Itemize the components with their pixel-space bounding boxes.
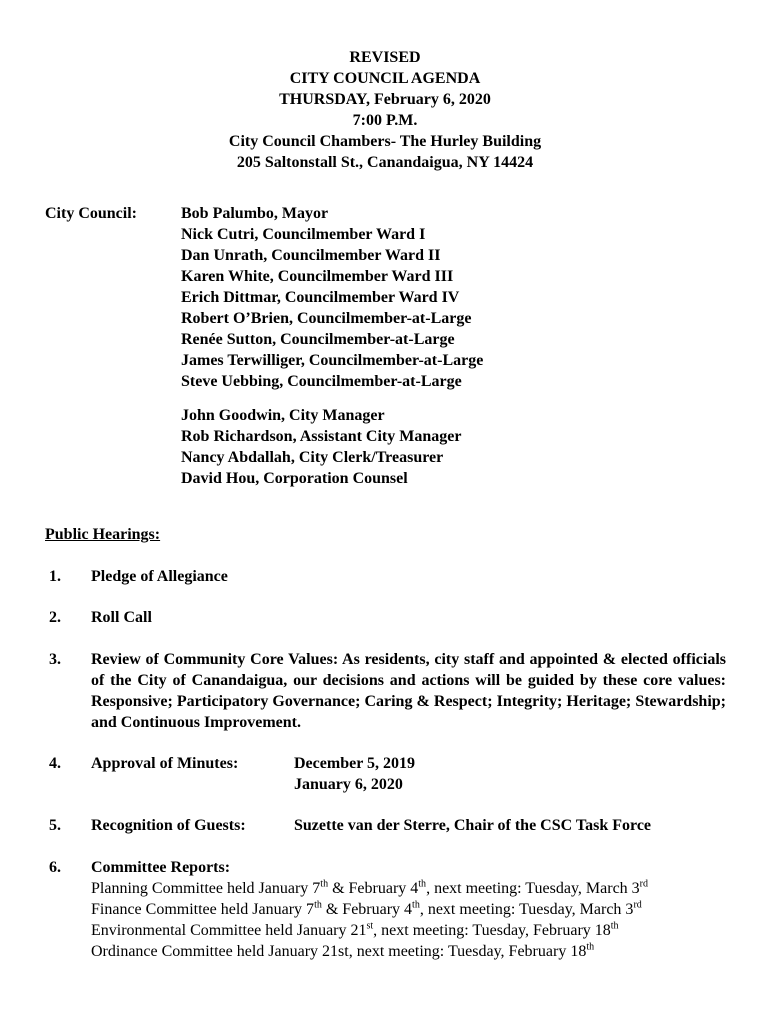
item-roll-call: Roll Call (91, 609, 152, 626)
council-member: Erich Dittmar, Councilmember Ward IV (181, 289, 460, 306)
public-hearings-heading: Public Hearings: (45, 526, 161, 543)
item-number: 4. (49, 755, 61, 772)
guest-name: Suzette van der Sterre, Chair of the CSC Task Force (294, 817, 652, 834)
staff-member: Nancy Abdallah, City Clerk/Treasurer (181, 449, 444, 466)
minutes-date: December 5, 2019 (294, 755, 415, 772)
council-member: Karen White, Councilmember Ward III (181, 268, 454, 285)
header-time: 7:00 P.M. (352, 112, 418, 129)
header-title: CITY COUNCIL AGENDA (289, 70, 481, 87)
item-number: 1. (49, 568, 61, 585)
header-revised: REVISED (349, 49, 421, 66)
header-address: 205 Saltonstall St., Canandaigua, NY 14424 (236, 154, 534, 171)
item-minutes-label: Approval of Minutes: (91, 755, 239, 772)
minutes-date: January 6, 2020 (294, 776, 403, 793)
item-pledge: Pledge of Allegiance (91, 568, 228, 585)
minutes-dates (294, 753, 415, 795)
item-guests-label: Recognition of Guests: (91, 817, 246, 834)
committee-reports-list (91, 878, 648, 962)
report-environmental: Environmental Committee held January 21st, next meeting: Tuesday, February 18th (91, 920, 619, 939)
council-member: Bob Palumbo, Mayor (181, 205, 329, 222)
item-number: 5. (49, 817, 61, 834)
item-number: 3. (49, 651, 61, 668)
council-member: James Terwilliger, Councilmember-at-Large (181, 352, 484, 369)
staff-member: Rob Richardson, Assistant City Manager (181, 428, 462, 445)
council-member: Renée Sutton, Councilmember-at-Large (181, 331, 455, 348)
staff-member: David Hou, Corporation Counsel (181, 470, 408, 487)
council-label: City Council: (45, 205, 137, 222)
staff-list (181, 405, 461, 489)
header-location: City Council Chambers- The Hurley Building (228, 133, 542, 150)
council-member: Steve Uebbing, Councilmember-at-Large (181, 373, 462, 390)
report-ordinance: Ordinance Committee held January 21st, next meeting: Tuesday, February 18th (91, 941, 595, 960)
header-date: THURSDAY, February 6, 2020 (279, 91, 491, 108)
report-finance: Finance Committee held January 7th & February 4th, next meeting: Tuesday, March 3rd (91, 899, 642, 918)
council-member: Nick Cutri, Councilmember Ward I (181, 226, 426, 243)
council-member: Dan Unrath, Councilmember Ward II (181, 247, 441, 264)
staff-member: John Goodwin, City Manager (181, 407, 385, 424)
item-number: 2. (49, 609, 61, 626)
council-member: Robert O’Brien, Councilmember-at-Large (181, 310, 472, 327)
item-committee-reports: Committee Reports: (91, 859, 231, 876)
report-planning: Planning Committee held January 7th & February 4th, next meeting: Tuesday, March 3rd (91, 878, 649, 897)
agenda-header (0, 47, 770, 173)
item-number: 6. (49, 859, 61, 876)
council-members-list (181, 203, 483, 392)
item-core-values: Review of Community Core Values: As residents, city staff and appointed & elected officials of the City of Canandaigua, our decisions and actions will be guided by these core values: Responsive; Participatory Governance; Caring & Respect; Integrity; Heritage; Stewardship; and Continuous Improvement. (91, 651, 726, 731)
